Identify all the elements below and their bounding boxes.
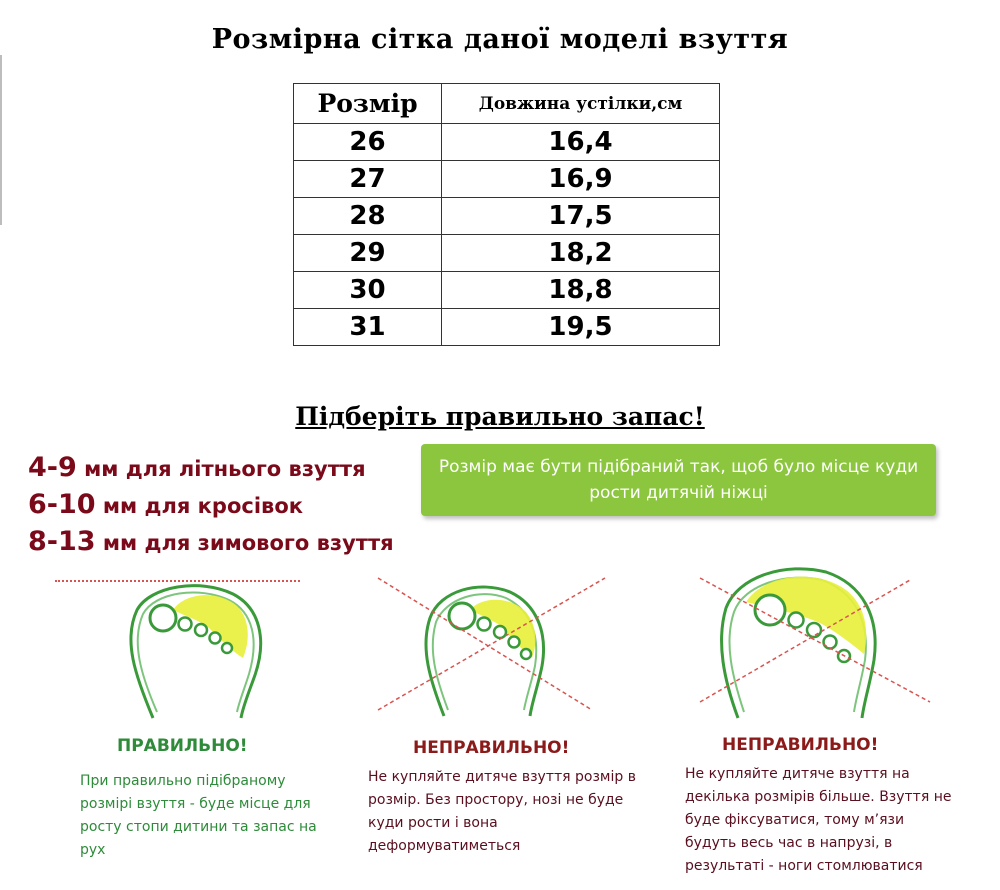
foot-too-small-icon: [360, 570, 610, 720]
size-table-header: [294, 84, 720, 124]
size-cell: 27: [294, 161, 442, 198]
info-banner: [421, 444, 936, 516]
size-cell: 28: [294, 198, 442, 235]
correct-description: При правильно підібраному розмірі взуття - буде місце для росту стопи дитини та запас на рух: [80, 773, 317, 858]
allowance-item: [28, 452, 394, 489]
section-subtitle: Підберіть правильно запас!: [295, 402, 705, 431]
table-row: [294, 198, 720, 235]
header-insole-length: Довжина устілки,см: [442, 84, 720, 124]
foot-too-big-icon: [690, 562, 940, 722]
header-size: Розмір: [294, 84, 442, 124]
size-cell: 26: [294, 124, 442, 161]
allowance-range: 8-13: [28, 526, 96, 557]
length-cell: 17,5: [442, 198, 720, 235]
size-cell: 30: [294, 272, 442, 309]
allowance-text: мм для кросівок: [95, 494, 303, 518]
length-cell: 16,9: [442, 161, 720, 198]
table-row: [294, 235, 720, 272]
length-cell: 18,2: [442, 235, 720, 272]
allowance-text: мм для зимового взуття: [95, 531, 394, 555]
allowance-range: 6-10: [28, 489, 96, 520]
allowance-list: [28, 452, 394, 563]
table-row: [294, 161, 720, 198]
left-edge-line: [0, 55, 2, 225]
size-cell: 31: [294, 309, 442, 346]
table-row: [294, 124, 720, 161]
size-cell: 29: [294, 235, 442, 272]
page-title: Розмірна сітка даної моделі взуття: [211, 24, 789, 55]
correct-label: ПРАВИЛЬНО!: [117, 736, 248, 756]
table-row: [294, 309, 720, 346]
length-cell: 18,8: [442, 272, 720, 309]
allowance-item: [28, 526, 394, 563]
size-table: [293, 83, 720, 346]
too-small-description: Не купляйте дитяче взуття розмір в розмір. Без простору, нозі не буде куди рости і вона деформуватиметься: [368, 769, 636, 854]
table-row: [294, 272, 720, 309]
incorrect-label-too-big: НЕПРАВИЛЬНО!: [722, 735, 879, 755]
allowance-item: [28, 489, 394, 526]
length-cell: 19,5: [442, 309, 720, 346]
allowance-text: мм для літнього взуття: [76, 457, 366, 481]
foot-correct-icon: [115, 580, 275, 720]
info-banner-text: Розмір має бути підібраний так, щоб було місце куди рости дитячій ніжці: [438, 457, 919, 503]
allowance-range: 4-9: [28, 452, 77, 483]
incorrect-label-too-small: НЕПРАВИЛЬНО!: [413, 738, 570, 758]
too-big-description: Не купляйте дитяче взуття на декілька розмірів більше. Взуття не буде фіксуватися, тому м’язи будуть весь час в напрузі, в результаті - ноги стомлюватися: [685, 766, 952, 874]
length-cell: 16,4: [442, 124, 720, 161]
